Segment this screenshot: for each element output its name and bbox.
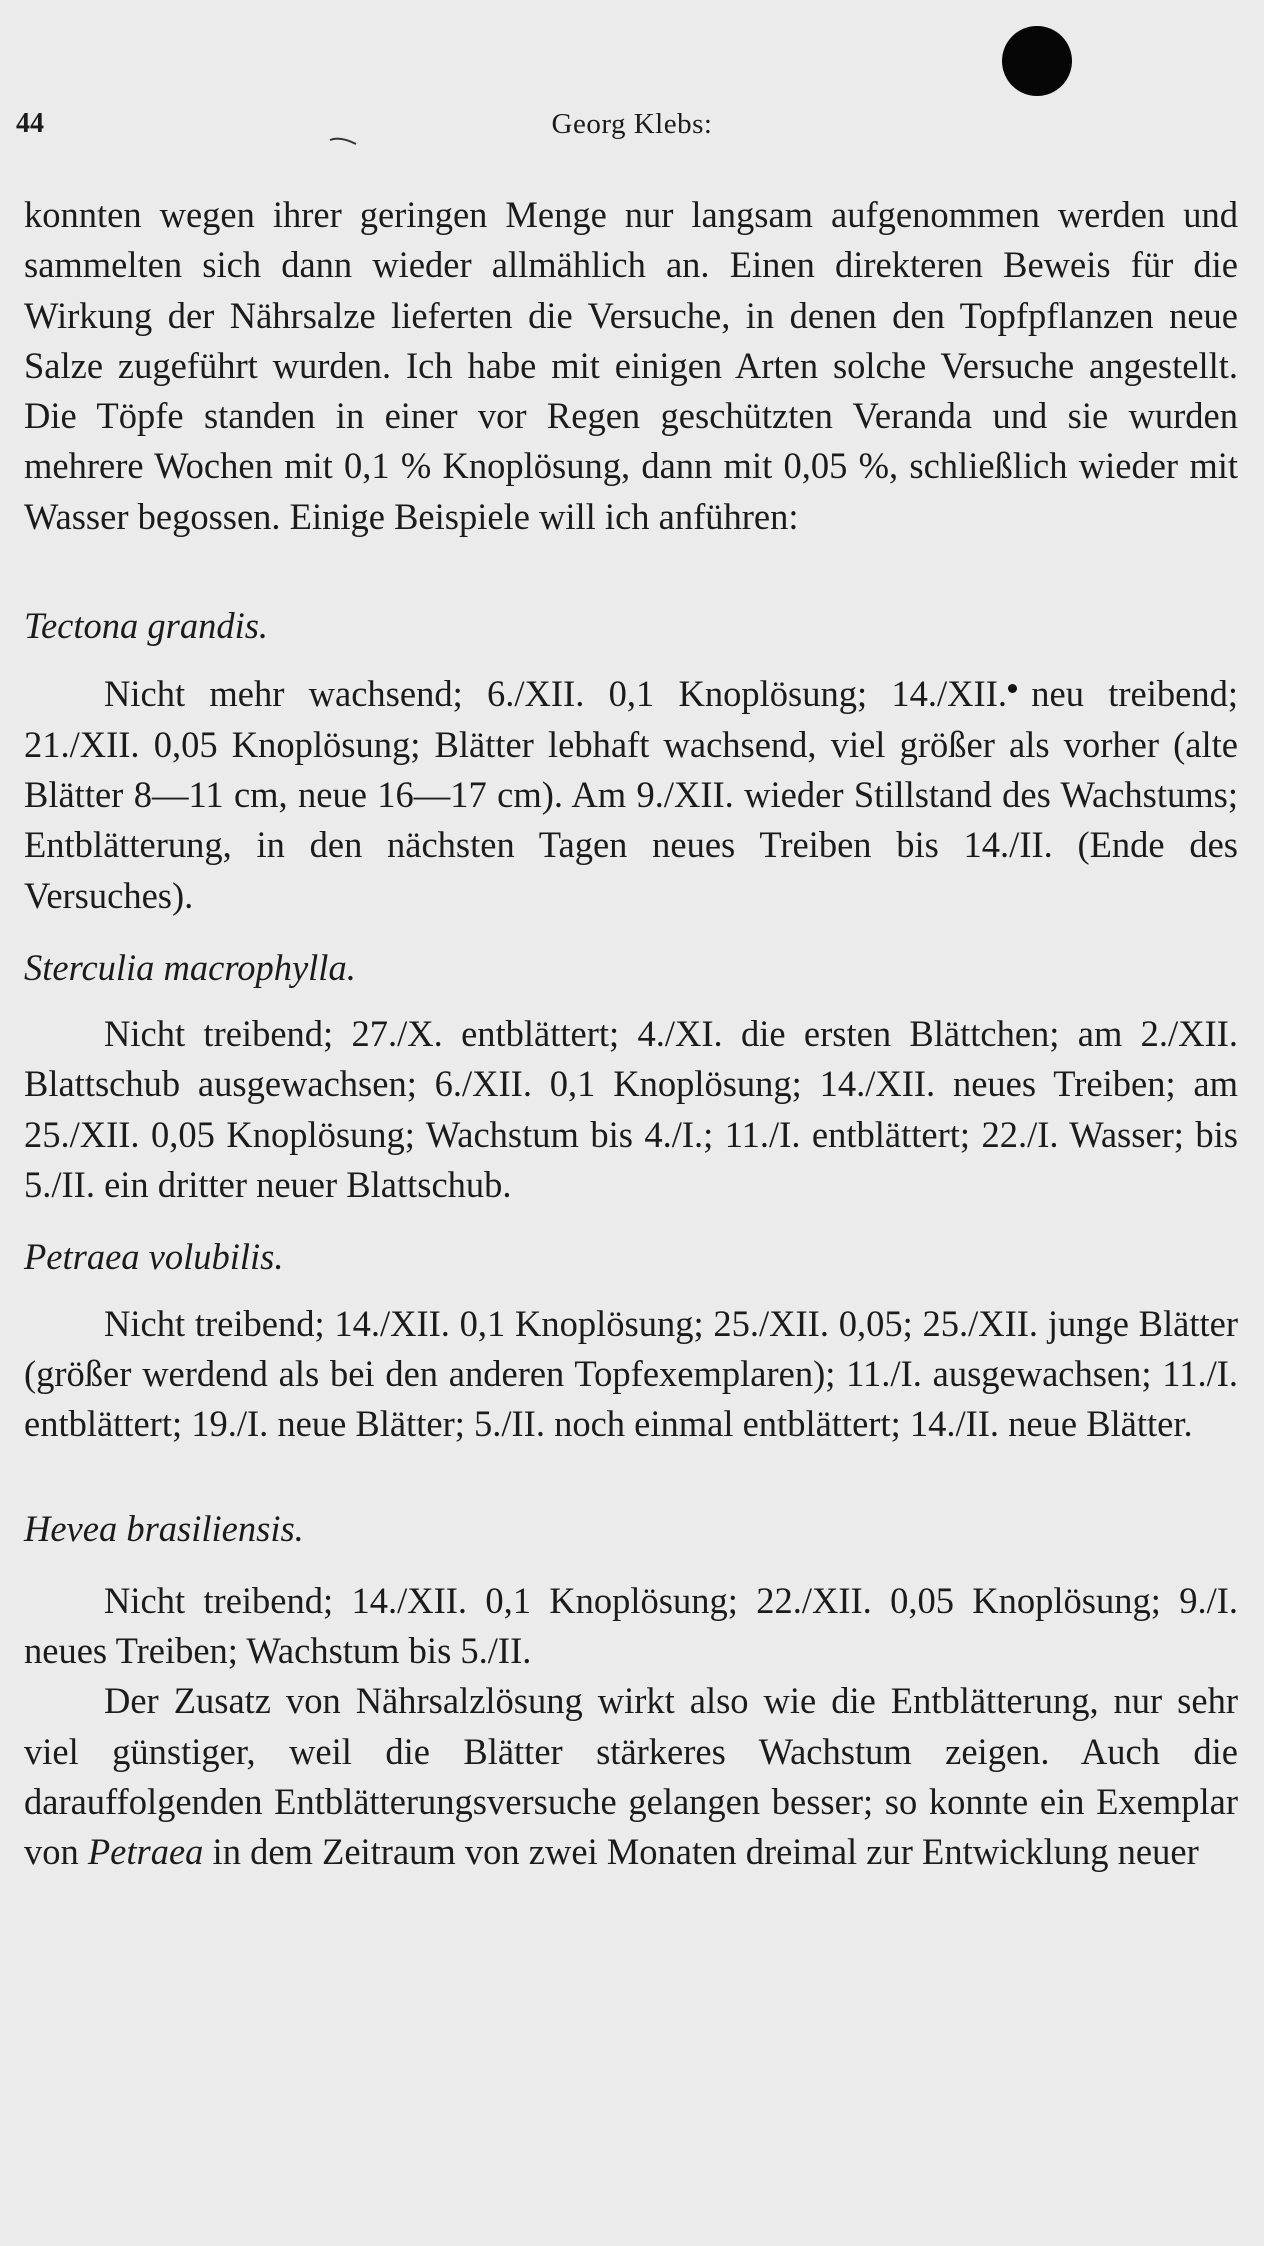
closing-paragraph	[24, 1676, 1238, 1877]
closing-genus-name: Petraea	[87, 1831, 204, 1873]
running-head: Georg Klebs:	[551, 108, 713, 140]
section-paragraph: Nicht treibend; 14./XII. 0,1 Knoplösung; 25./XII. 0,05; 25./XII. junge Blätter (größer werdend als bei den anderen Topfexemplaren); 11./I. ausgewachsen; 11./I. entblättert; 19./I. neue Blätter; 5./II. noch einmal entblättert; 14./II. neue Blätter.	[24, 1302, 1238, 1445]
punch-hole	[1002, 26, 1072, 96]
closing-text-end: in dem Zeitraum von zwei Monaten dreimal zur Entwicklung neuer	[212, 1831, 1199, 1873]
section-heading: Tectona grandis.	[24, 605, 269, 647]
page-number: 44	[16, 108, 44, 139]
section-paragraph: Nicht mehr wachsend; 6./XII. 0,1 Knoplösung; 14./XII. neu treibend; 21./XII. 0,05 Knoplösung; Blätter lebhaft wachsend, viel größer als vorher (alte Blätter 8—11 cm, neue 16—17 cm). Am 9./XII. wieder Stillstand des Wachstums; Entblätterung, in den nächsten Tagen neues Treiben bis 14./II. (Ende des Versuches).	[24, 673, 1238, 916]
section-paragraph: Nicht treibend; 14./XII. 0,1 Knoplösung; 22./XII. 0,05 Knoplösung; 9./I. neues Treiben; Wachstum bis 5./II.	[24, 1579, 1238, 1672]
section-paragraph: Nicht treibend; 27./X. entblättert; 4./XI. die ersten Blättchen; am 2./XII. Blattschub ausgewachsen; 6./XII. 0,1 Knoplösung; 14./XII. neues Treiben; am 25./XII. 0,05 Knoplösung; Wachstum bis 4./I.; 11./I. entblättert; 22./I. Wasser; bis 5./II. ein dritter neuer Blattschub.	[24, 1013, 1238, 1206]
body-text	[24, 190, 1238, 1878]
section-heading: Sterculia macrophylla.	[24, 946, 356, 988]
section-heading: Hevea brasiliensis.	[24, 1507, 304, 1549]
closing-text-start: Der Zusatz von Nährsalzlösung wirkt also wie die Entblätterung, nur sehr viel günstiger, weil die Blätter stärkeres Wachstum zeigen. Auch die darauffolgenden Entblätterungsversuche gelangen besser; so konnte ein Exemplar von	[24, 1680, 1238, 1873]
section-heading: Petraea volubilis.	[24, 1236, 284, 1278]
intro-paragraph: konnten wegen ihrer geringen Menge nur langsam aufgenommen werden und sammelten sich dann wieder allmählich an. Einen direkteren Beweis für die Wirkung der Nährsalze lieferten die Versuche, in denen den Topfpflanzen neue Salze zugeführt wurden. Ich habe mit einigen Arten solche Versuche angestellt. Die Töpfe standen in einer vor Regen geschützten Veranda und sie wurden mehrere Wochen mit 0,1 % Knoplösung, dann mit 0,05 %, schließlich wieder mit Wasser begossen. Einige Beispiele will ich anführen:	[24, 194, 1238, 537]
